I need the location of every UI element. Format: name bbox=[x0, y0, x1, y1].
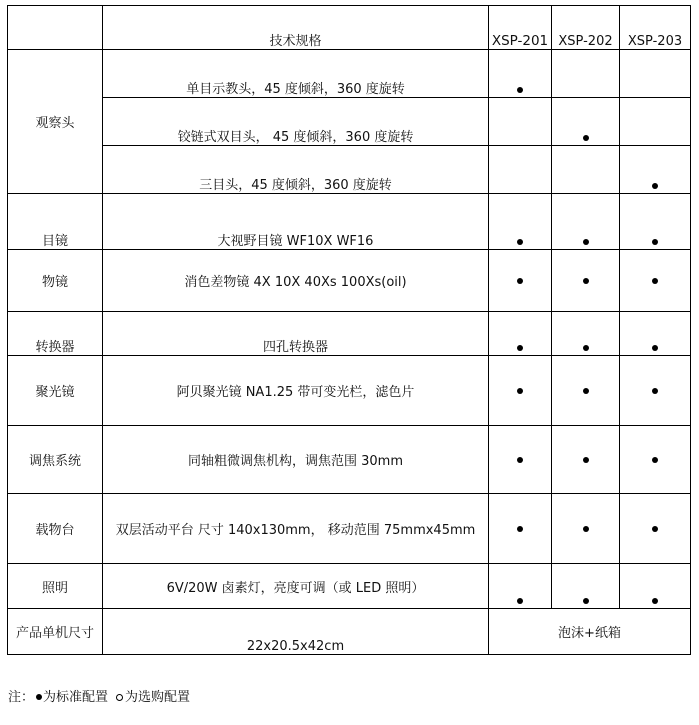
category-stage: 载物台 bbox=[8, 494, 103, 564]
standard-dot bbox=[583, 457, 589, 463]
note-standard-text: 为标准配置 bbox=[43, 690, 109, 705]
spec-cell: 22x20.5x42cm bbox=[103, 609, 489, 655]
spec-cell: 双层活动平台 尺寸 140x130mm， 移动范围 75mmx45mm bbox=[103, 494, 489, 564]
mark-cell bbox=[489, 50, 552, 98]
category-nosepiece: 转换器 bbox=[8, 312, 103, 356]
spec-cell: 消色差物镜 4X 10X 40Xs 100Xs(oil) bbox=[103, 250, 489, 312]
header-model-202: XSP-202 bbox=[552, 6, 620, 50]
mark-cell bbox=[552, 50, 620, 98]
standard-dot bbox=[652, 183, 658, 189]
standard-dot bbox=[583, 526, 589, 532]
table-row bbox=[8, 356, 691, 426]
spec-cell: 6V/20W 卤素灯，亮度可调（或 LED 照明） bbox=[103, 564, 489, 609]
mark-cell bbox=[620, 426, 691, 494]
table-row bbox=[8, 146, 691, 194]
mark-cell bbox=[552, 98, 620, 146]
standard-dot bbox=[652, 278, 658, 284]
spec-cell: 单目示教头，45 度倾斜，360 度旋转 bbox=[103, 50, 489, 98]
mark-cell bbox=[552, 312, 620, 356]
mark-cell bbox=[552, 426, 620, 494]
mark-cell bbox=[489, 98, 552, 146]
mark-cell bbox=[552, 194, 620, 250]
spec-cell: 四孔转换器 bbox=[103, 312, 489, 356]
standard-dot bbox=[517, 278, 523, 284]
mark-cell bbox=[489, 250, 552, 312]
category-product-size: 产品单机尺寸 bbox=[8, 609, 103, 655]
mark-cell bbox=[552, 250, 620, 312]
standard-dot bbox=[652, 598, 658, 604]
standard-dot bbox=[583, 239, 589, 245]
category-condenser: 聚光镜 bbox=[8, 356, 103, 426]
table-row bbox=[8, 98, 691, 146]
standard-dot bbox=[517, 239, 523, 245]
mark-cell bbox=[489, 494, 552, 564]
header-blank-cell bbox=[8, 6, 103, 50]
table-row bbox=[8, 426, 691, 494]
mark-cell bbox=[489, 146, 552, 194]
standard-dot bbox=[652, 457, 658, 463]
mark-cell bbox=[620, 98, 691, 146]
mark-cell bbox=[620, 312, 691, 356]
standard-dot bbox=[652, 239, 658, 245]
mark-cell bbox=[552, 564, 620, 609]
category-objective: 物镜 bbox=[8, 250, 103, 312]
mark-cell bbox=[620, 50, 691, 98]
mark-cell bbox=[620, 194, 691, 250]
header-spec: 技术规格 bbox=[103, 6, 489, 50]
standard-dot bbox=[517, 598, 523, 604]
spec-cell: 三目头，45 度倾斜，360 度旋转 bbox=[103, 146, 489, 194]
spec-cell: 铰链式双目头， 45 度倾斜，360 度旋转 bbox=[103, 98, 489, 146]
table-row bbox=[8, 564, 691, 609]
category-illumination: 照明 bbox=[8, 564, 103, 609]
spec-cell: 同轴粗微调焦机构，调焦范围 30mm bbox=[103, 426, 489, 494]
note-prefix: 注： bbox=[8, 690, 35, 705]
mark-cell bbox=[620, 564, 691, 609]
mark-cell bbox=[552, 494, 620, 564]
note-optional-text: 为选购配置 bbox=[125, 690, 191, 705]
table-row bbox=[8, 609, 691, 655]
standard-dot bbox=[652, 526, 658, 532]
spec-cell: 大视野目镜 WF10X WF16 bbox=[103, 194, 489, 250]
header-model-203: XSP-203 bbox=[620, 6, 691, 50]
standard-dot bbox=[517, 87, 523, 93]
header-model-201: XSP-201 bbox=[489, 6, 552, 50]
mark-cell bbox=[620, 356, 691, 426]
category-focus-system: 调焦系统 bbox=[8, 426, 103, 494]
packing-cell: 泡沫+纸箱 bbox=[489, 609, 691, 655]
standard-dot bbox=[583, 598, 589, 604]
standard-dot-icon bbox=[36, 694, 42, 700]
standard-dot bbox=[517, 526, 523, 532]
mark-cell bbox=[552, 146, 620, 194]
table-row bbox=[8, 194, 691, 250]
optional-circle-icon bbox=[116, 694, 123, 701]
category-observation-head: 观察头 bbox=[8, 50, 103, 194]
standard-dot bbox=[517, 388, 523, 394]
table-row bbox=[8, 312, 691, 356]
standard-dot bbox=[583, 388, 589, 394]
standard-dot bbox=[583, 135, 589, 141]
mark-cell bbox=[489, 194, 552, 250]
standard-dot bbox=[652, 388, 658, 394]
standard-dot bbox=[583, 345, 589, 351]
table-row bbox=[8, 50, 691, 98]
spec-cell: 阿贝聚光镜 NA1.25 带可变光栏，滤色片 bbox=[103, 356, 489, 426]
mark-cell bbox=[489, 312, 552, 356]
standard-dot bbox=[517, 457, 523, 463]
table-row bbox=[8, 250, 691, 312]
category-eyepiece: 目镜 bbox=[8, 194, 103, 250]
spec-table bbox=[7, 5, 691, 655]
mark-cell bbox=[489, 564, 552, 609]
mark-cell bbox=[489, 426, 552, 494]
footnote bbox=[8, 686, 190, 705]
mark-cell bbox=[620, 494, 691, 564]
standard-dot bbox=[583, 278, 589, 284]
standard-dot bbox=[652, 345, 658, 351]
mark-cell bbox=[620, 250, 691, 312]
mark-cell bbox=[489, 356, 552, 426]
header-row bbox=[8, 6, 691, 50]
mark-cell bbox=[552, 356, 620, 426]
standard-dot bbox=[517, 345, 523, 351]
table-row bbox=[8, 494, 691, 564]
mark-cell bbox=[620, 146, 691, 194]
